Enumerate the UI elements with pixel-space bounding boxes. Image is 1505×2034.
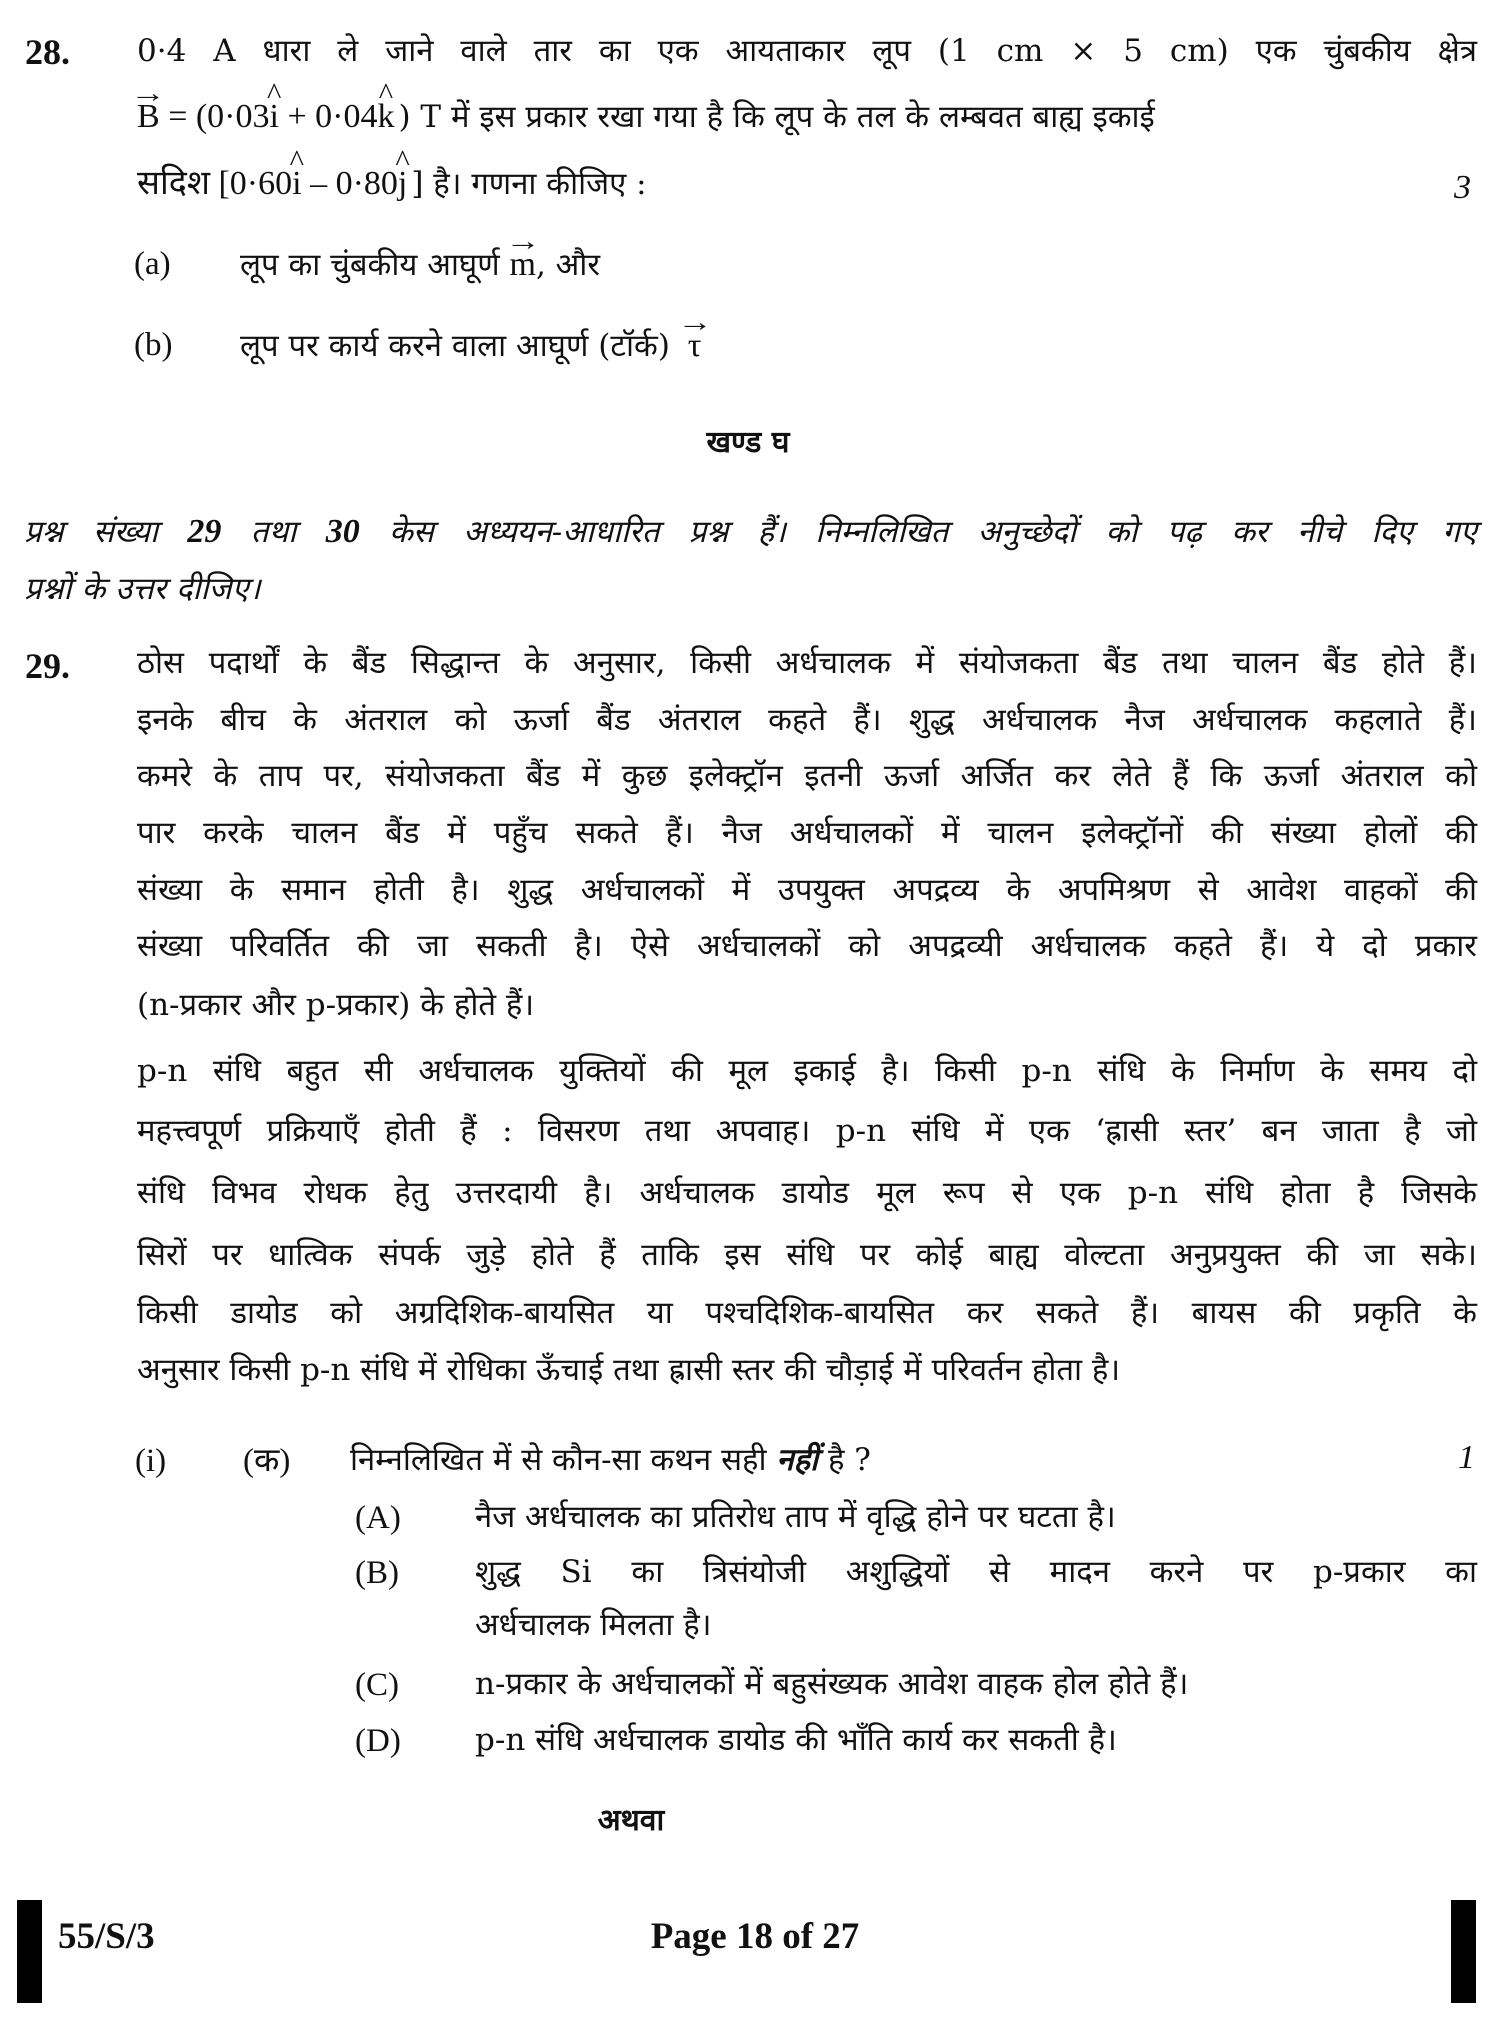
q28-line-3 [137, 167, 647, 201]
para1-line: संख्या परिवर्तित की जा सकती है। ऐसे अर्धचालकों को अपद्रव्यी अर्धचालक कहते हैं। ये दो प्रकार [137, 928, 1477, 964]
subq-question-post: है ? [818, 1442, 871, 1478]
option-c-label: (C) [355, 1667, 399, 1703]
q28-line-1: 0·4 A धारा ले जाने वाले तार का एक आयताकार लूप (1 cm × 5 cm) एक चुंबकीय क्षेत्र [137, 33, 1477, 69]
option-d-label: (D) [355, 1723, 401, 1759]
para1-line: पार करके चालन बैंड में पहुँच सकते हैं। नैज अर्धचालकों में चालन इलेक्ट्रॉनों की संख्या होलों की [137, 815, 1477, 851]
para2-line: किसी डायोड को अग्रदिशिक-बायसित या पश्चदिशिक-बायसित कर सकते हैं। बायस की प्रकृति के [137, 1295, 1477, 1331]
para2-line: संधि विभव रोधक हेतु उत्तरदायी है। अर्धचालक डायोड मूल रूप से एक p-n संधि होता है जिसके [137, 1175, 1477, 1211]
question-number-28: 28. [25, 32, 70, 72]
subq-marks: 1 [1458, 1439, 1475, 1476]
option-a-label: (A) [355, 1500, 401, 1536]
instruction-mid: तथा [221, 514, 326, 550]
para1-line: संख्या के समान होती है। शुद्ध अर्धचालकों में उपयुक्त अपद्रव्य के अपमिश्रण से आवेश वाहकों की [137, 872, 1477, 908]
unit-k: ^ k [377, 100, 394, 134]
para2-line: अनुसार किसी p-n संधि में रोधिका ऊँचाई तथा ह्रासी स्तर की चौड़ाई में परिवर्तन होता है। [137, 1352, 1121, 1388]
para1-line: कमरे के ताप पर, संयोजकता बैंड में कुछ इलेक्ट्रॉन इतनी ऊर्जा अर्जित कर लेते हैं कि ऊर्जा अंतराल को [137, 758, 1477, 794]
para2-line: सिरों पर धात्विक संपर्क जुड़े होते हैं ताकि इस संधि पर कोई बाह्य वोल्टता अनुप्रयुक्त की जा सके। [137, 1237, 1477, 1273]
para2-line: महत्त्वपूर्ण प्रक्रियाएँ होती हैं : विसरण तथा अपवाह। p-n संधि में एक ‘ह्रासी स्तर’ बन जाता है जो [137, 1113, 1477, 1149]
q28-marks: 3 [1454, 169, 1471, 206]
instruction-q29: 29 [187, 513, 222, 550]
subq-question [350, 1442, 871, 1478]
footer-left-bar [17, 1900, 42, 2003]
q28-part-a-desc: लूप का चुंबकीय आघूर्ण [240, 247, 500, 283]
subq-question-emph: नहीं [776, 1442, 819, 1478]
q28-line-3-mid: – 0·80 [301, 165, 398, 202]
option-b-text-1: शुद्ध Si का त्रिसंयोजी अशुद्धियों से मादन करने पर p-प्रकार का [475, 1554, 1477, 1590]
option-c-text: n-प्रकार के अर्धचालकों में बहुसंख्यक आवेश वाहक होल होते हैं। [475, 1666, 1189, 1702]
instruction-q30: 30 [325, 513, 360, 550]
para1-line: (n-प्रकार और p-प्रकार) के होते हैं। [137, 987, 535, 1023]
vector-b: → B [137, 100, 160, 134]
instruction-pre: प्रश्न संख्या [24, 514, 188, 550]
b-eq: = (0·03 [159, 98, 270, 135]
section-title: खण्ड घ [706, 425, 790, 460]
q28-part-b-desc: लूप पर कार्य करने वाला आघूर्ण (टॉर्क) [240, 328, 670, 364]
footer-right-bar [1451, 1900, 1476, 2003]
question-number-29: 29. [25, 646, 70, 686]
vector-tau: → τ [688, 329, 702, 363]
option-a-text: नैज अर्धचालक का प्रतिरोध ताप में वृद्धि होने पर घटता है। [475, 1499, 1116, 1535]
subq-roman-label: (i) [135, 1443, 167, 1479]
section-instruction-line-2: प्रश्नों के उत्तर दीजिए। [24, 571, 261, 607]
q28-line-2 [137, 100, 1155, 134]
section-instruction-line-1 [24, 515, 1477, 549]
q28-line-3-pre: सदिश [0·60 [137, 165, 293, 202]
footer-paper-code: 55/S/3 [58, 1916, 155, 1957]
q28-line-3-rest: ] है। गणना कीजिए : [411, 166, 647, 202]
instruction-post: केस अध्ययन-आधारित प्रश्न हैं। निम्नलिखित अनुच्छेदों को पढ़ कर नीचे दिए गए [359, 514, 1477, 550]
q28-part-b-text [240, 329, 701, 363]
or-label: अथवा [597, 1803, 665, 1838]
option-d-text: p-n संधि अर्धचालक डायोड की भाँति कार्य कर सकती है। [475, 1722, 1117, 1758]
unit-i-2: ^ i [292, 167, 301, 201]
vector-m: → m [510, 248, 536, 282]
unit-j: ^ j [398, 167, 407, 201]
q28-part-a-after: , और [535, 247, 601, 283]
para1-line: इनके बीच के अंतराल को ऊर्जा बैंड अंतराल कहते हैं। शुद्ध अर्धचालक नैज अर्धचालक कहलाते हैं। [137, 702, 1477, 738]
unit-i: ^ i [270, 100, 279, 134]
q28-part-a-text [240, 248, 600, 282]
plus-term: + 0·04 [278, 98, 378, 135]
option-b-label: (B) [355, 1555, 399, 1591]
q28-line-2-rest: ) T में इस प्रकार रखा गया है कि लूप के तल के लम्बवत बाह्य इकाई [398, 99, 1155, 135]
subq-question-pre: निम्नलिखित में से कौन-सा कथन सही [350, 1442, 777, 1478]
footer-page-number: Page 18 of 27 [650, 1916, 860, 1957]
para1-line: ठोस पदार्थों के बैंड सिद्धान्त के अनुसार, किसी अर्धचालक में संयोजकता बैंड तथा चालन बैंड होते हैं। [137, 645, 1477, 681]
option-b-text-2: अर्धचालक मिलता है। [475, 1607, 712, 1643]
subq-ka-label: (क) [243, 1443, 291, 1479]
q28-part-a-label: (a) [134, 246, 171, 282]
q28-part-b-label: (b) [134, 327, 173, 363]
para2-line: p-n संधि बहुत सी अर्धचालक युक्तियों की मूल इकाई है। किसी p-n संधि के निर्माण के समय दो [137, 1053, 1477, 1089]
